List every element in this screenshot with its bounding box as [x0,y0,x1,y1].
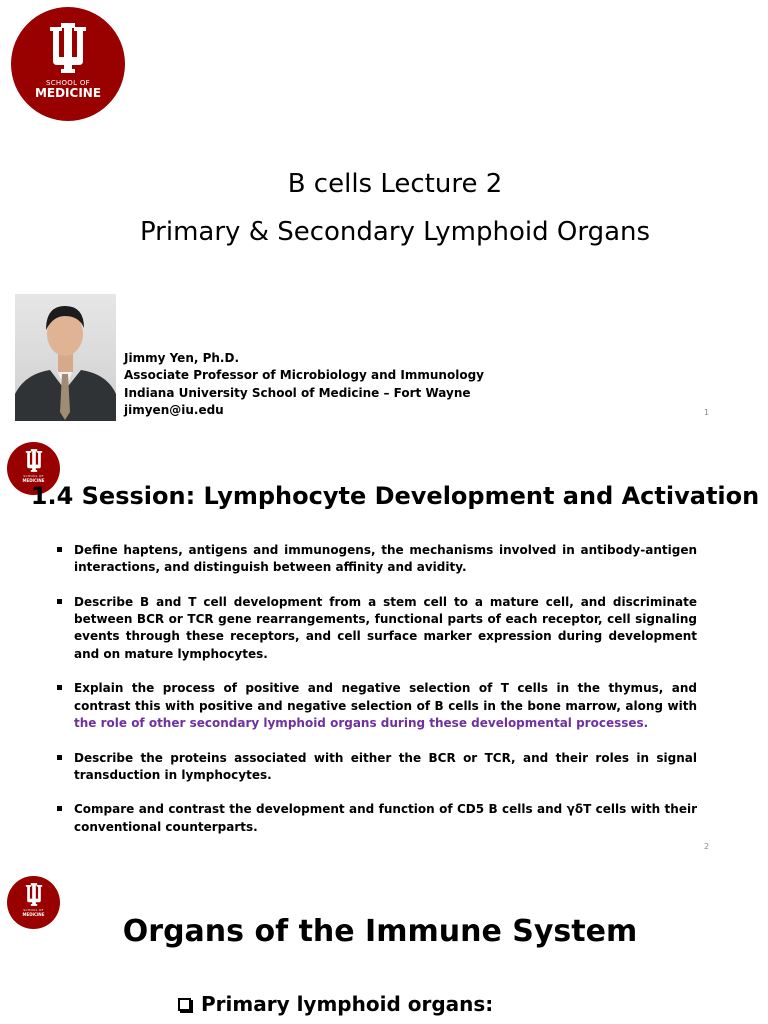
bullet-square-icon [57,547,62,552]
author-portrait-image [15,294,116,421]
logo-text-school-of: SCHOOL OF [23,908,44,912]
objective-text: Describe B and T cell development from a stem cell to a mature cell, and discriminate between BCR or TCR gene rearrangements, functional parts of each receptor, cell signaling events through these receptors, and cell surface marker expression during development and on mature lymphocytes. [74,594,697,661]
logo-text-medicine: MEDICINE [22,478,45,483]
author-institution: Indiana University School of Medicine – Fort Wayne [124,385,471,400]
logo-text-school-of: SCHOOL OF [23,474,44,478]
objective-item [57,594,697,663]
bullet-square-icon [57,685,62,690]
author-email[interactable]: jimyen@iu.edu [124,402,224,417]
slide3-title: Organs of the Immune System [122,914,638,949]
checkbox-bullet-icon [178,998,191,1011]
bullet-square-icon [57,806,62,811]
objective-highlight: the role of other secondary lymphoid organs during these developmental processes. [74,715,649,730]
slide2-number: 2 [704,842,710,851]
iu-trident-icon [24,449,44,472]
objective-item [57,680,697,732]
author-position: Associate Professor of Microbiology and Immunology [124,368,484,383]
slide2-title: 1.4 Session: Lymphocyte Development and Activation [30,482,760,510]
author-photo [15,294,116,421]
objective-text: Compare and contrast the development and function of CD5 B cells and γδT cells with their conventional counterparts. [74,802,697,834]
slide1-number: 1 [704,408,710,417]
objective-item [57,750,697,785]
author-info [124,350,484,419]
iu-trident-icon [24,883,44,906]
objective-text: Explain the process of positive and negative selection of T cells in the thymus, and contrast this with positive and negative selection of B cells in the bone marrow, along with [74,681,697,713]
iu-trident-icon [46,23,90,73]
objective-text: Describe the proteins associated with either the BCR or TCR, and their roles in signal transduction in lymphocytes. [74,750,697,782]
slide1-title-line1: B cells Lecture 2 [287,169,503,199]
bullet-square-icon [57,599,62,604]
objectives-list [57,542,697,853]
slide1-title-line2: Primary & Secondary Lymphoid Organs [139,217,651,247]
primary-organs-label: Primary lymphoid organs: [201,992,494,1016]
logo-text-school-of: SCHOOL OF [46,79,90,87]
bullet-square-icon [57,755,62,760]
objective-item [57,801,697,836]
objective-item [57,542,697,577]
logo-text-medicine: MEDICINE [34,86,102,100]
iu-medicine-logo [11,7,125,121]
primary-organs-item [178,992,493,1016]
author-name: Jimmy Yen, Ph.D. [124,351,240,365]
objective-text: Define haptens, antigens and immunogens, the mechanisms involved in antibody-antigen interactions, and distinguish between affinity and avidity. [74,543,697,575]
logo-text-medicine: MEDICINE [22,912,45,917]
